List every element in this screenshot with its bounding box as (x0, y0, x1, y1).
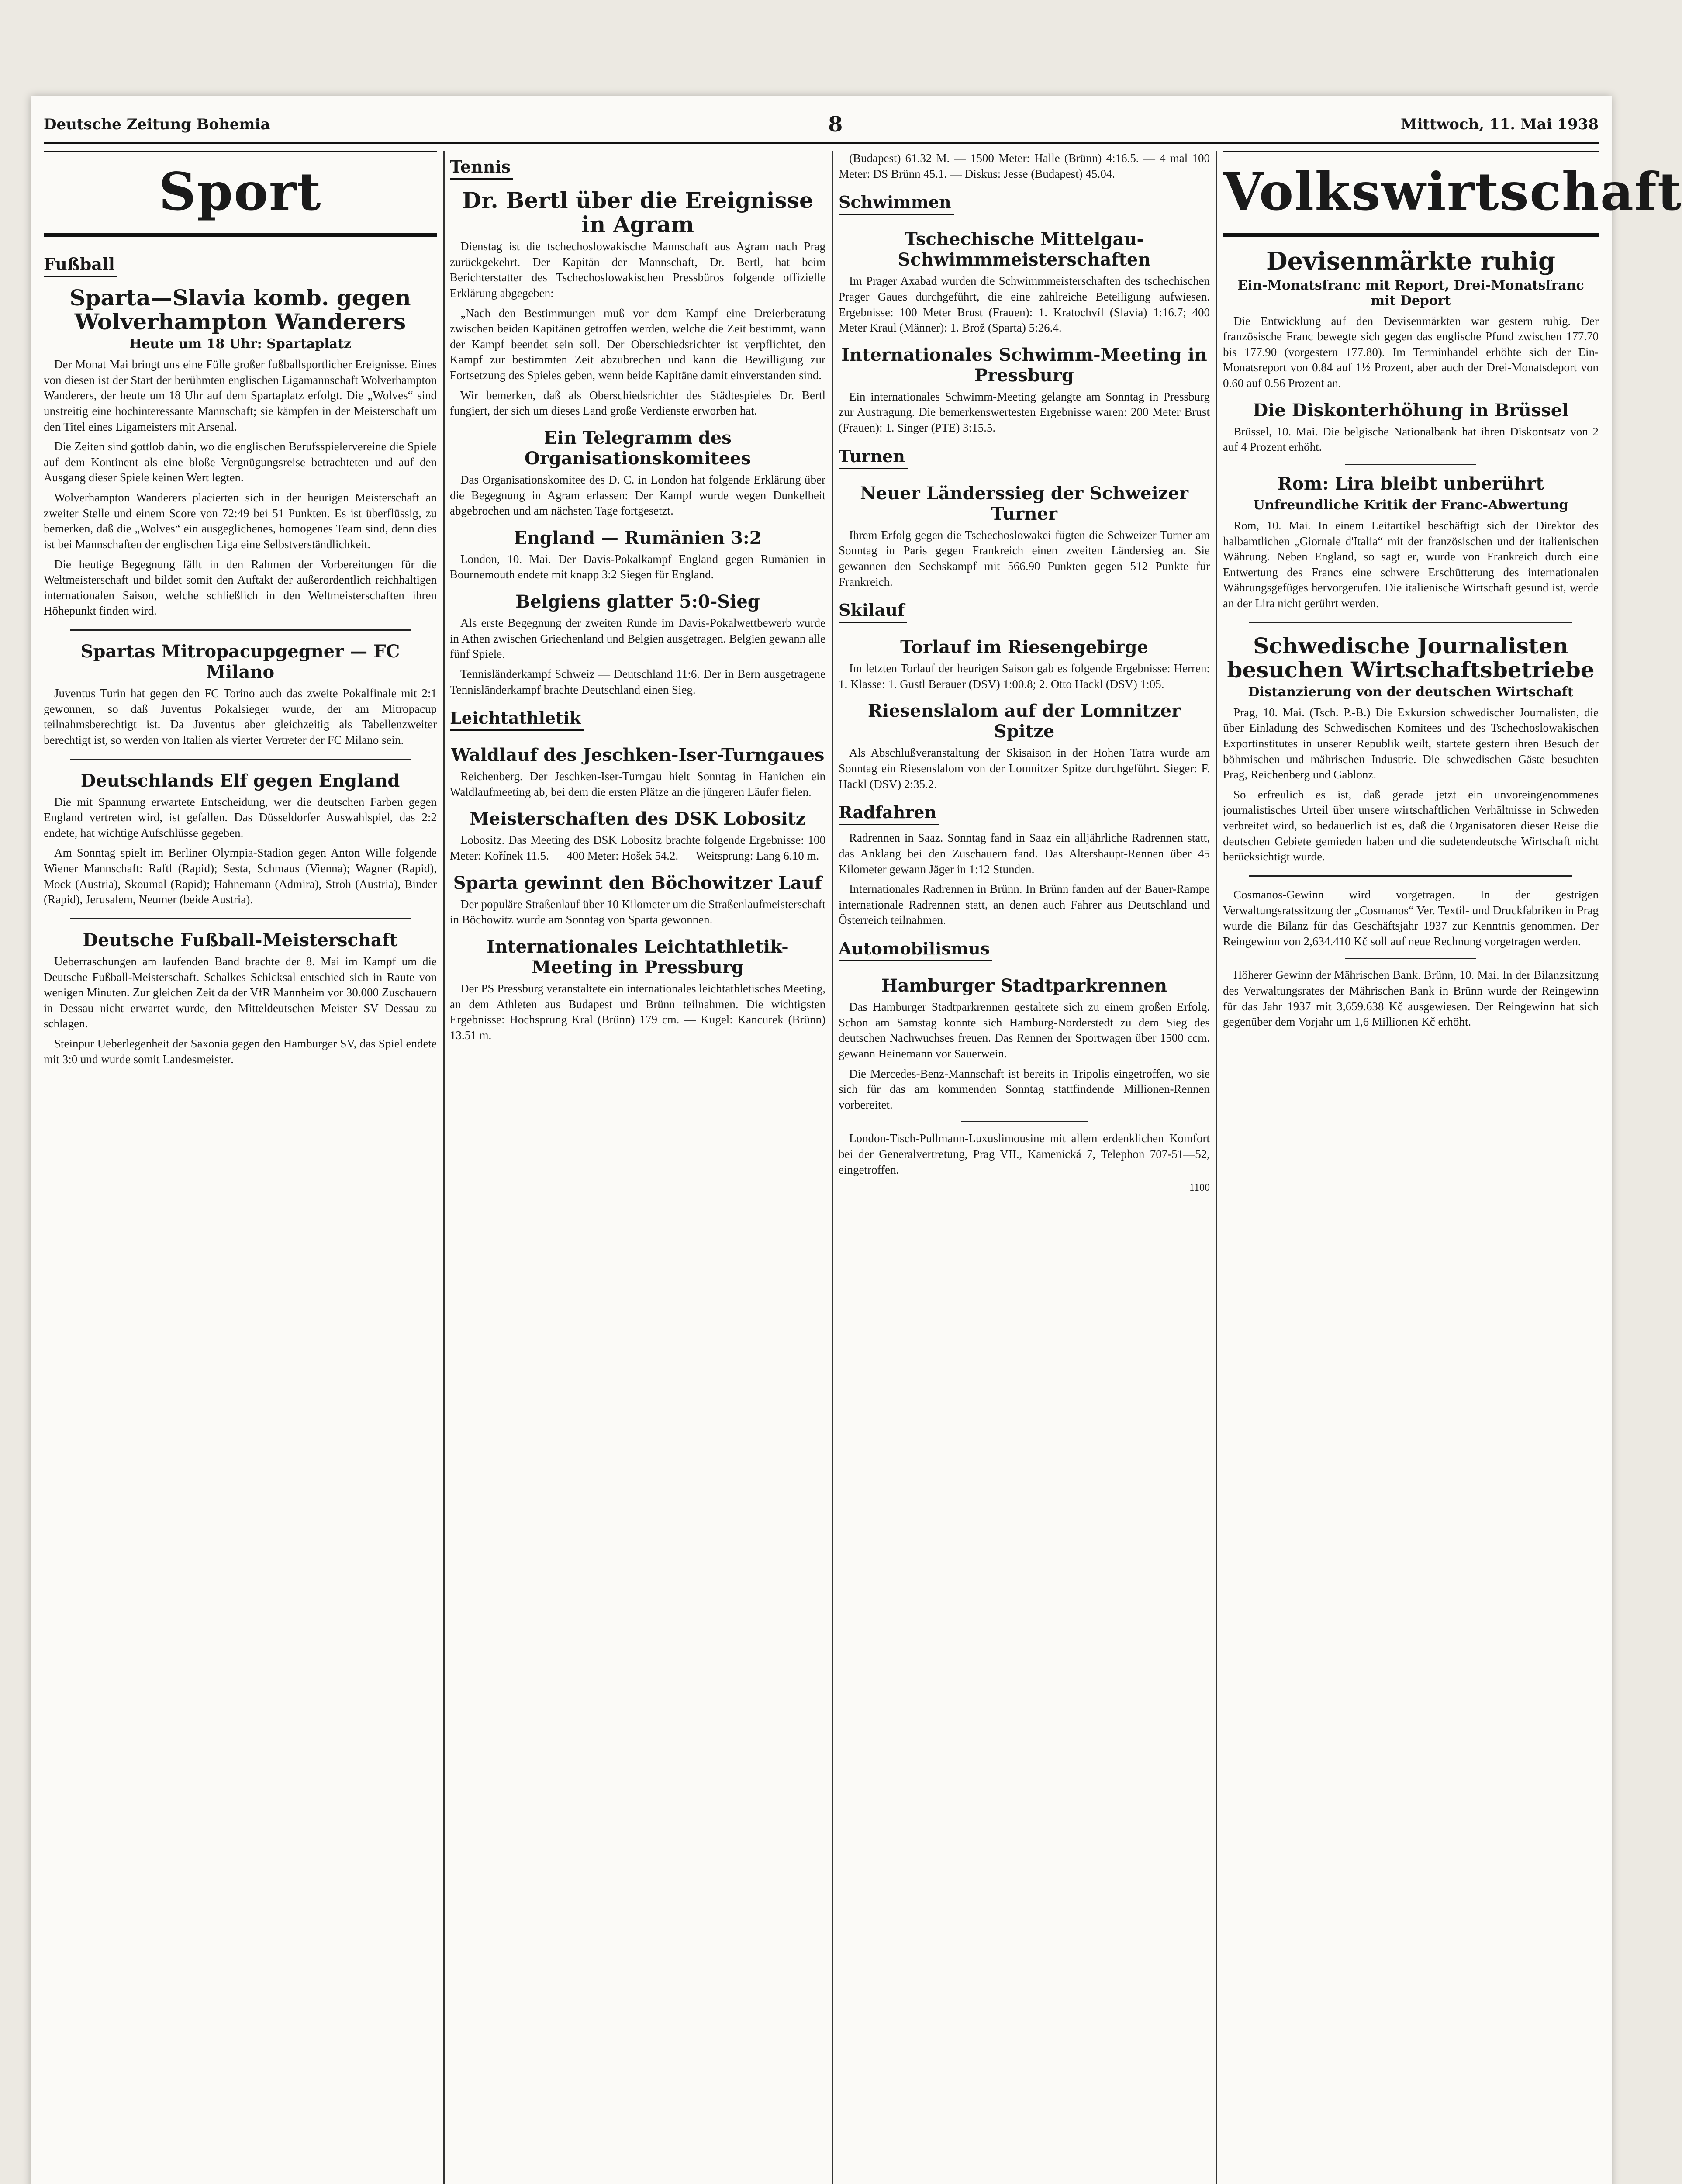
column-rule (443, 151, 445, 2184)
article-paragraph: Die heutige Begegnung fällt in den Rahmen der Vorbereitungen für die Weltmeisterschaft und bildet somit den Auftakt der außerordentlich reichhaltigen internationalen Saison, welche schließlich in den Weltmeisterschaften ihren Höhepunkt finden wird. (44, 557, 437, 618)
economy-column (1223, 151, 1682, 1034)
article-paragraph: Die mit Spannung erwartete Entscheidung, wer die deutschen Farben gegen England vertreten wird, ist gefallen. Das Düsseldorfer Auswahlspiel, das 2:2 endete, hat wichtige Aufschlüsse gegeben. (44, 795, 437, 840)
article-paragraph: Höherer Gewinn der Mährischen Bank. Brünn, 10. Mai. In der Bilanzsitzung des Verwaltungsrates der Mährischen Bank in Brünn wurde der Reingewinn für das Jahr 1937 mit 3,659.638 Kč ausgewiesen. Der Reingewinn hat sich gegenüber dem Vorjahr um 1,6 Millionen Kč erhöht. (1223, 968, 1599, 1029)
page-number: 8 (828, 112, 843, 137)
article-paragraph: Reichenberg. Der Jeschken-Iser-Turngau hielt Sonntag in Hanichen ein Waldlaufmeeting ab, bei dem die ersten Plätze an die jüngeren Läufer fielen. (450, 770, 825, 798)
article-headline: Sparta gewinnt den Böchowitzer Lauf (453, 872, 822, 893)
article-headline: Die Diskonterhöhung in Brüssel (1253, 400, 1569, 421)
article-paragraph: Im letzten Torlauf der heurigen Saison gab es folgende Ergebnisse: Herren: 1. Klasse: 1. Gustl Berauer (DSV) 1:00.8; 2. Otto Hackl (DSV) 1:05. (839, 662, 1210, 691)
advertisement-text: London-Tisch-Pullmann-Luxuslimousine mit allem erdenklichen Komfort bei der Generalvertretung, Prag VII., Kamenická 7, Telephon 707-51—52, eingetroffen. (839, 1132, 1210, 1176)
article-paragraph: Steinpur Ueberlegenheit der Saxonia gegen den Hamburger SV, das Spiel endete mit 3:0 und wurde somit Landesmeister. (44, 1037, 437, 1066)
article-headline: Dr. Bertl über die Ereignisse in Agram (462, 187, 813, 237)
article-separator (961, 1121, 1088, 1122)
article-subline: Heute um 18 Uhr: Spartaplatz (129, 336, 351, 352)
article-paragraph: Im Prager Axabad wurden die Schwimmmeisterschaften des tschechischen Prager Gaues durchgeführt, die eine zahlreiche Beteiligung aufwiesen. Ergebnisse: 100 Meter Brust (Frauen): 1. Kratochvíl (Slavia) 1:16.7; 400 Meter Kraul (Männer): 1. Brož (Sparta) 5:26.4. (839, 274, 1210, 335)
article-headline: Internationales Schwimm-Meeting in Pressburg (841, 344, 1207, 386)
article-separator (70, 629, 411, 631)
article-paragraph: Am Sonntag spielt im Berliner Olympia-Stadion gegen Anton Wille folgende Wiener Mannschaft: Raftl (Rapid); Sesta, Schmaus (Vienna); Wagner (Rapid), Mock (Austria), Skoumal (Rapid); Hahnemann (Admira), Stroh (Austria), Binder (Rapid), Jerusalem, Neumer (beide Austria). (44, 846, 437, 906)
article-headline: Internationales Leichtathletik-Meeting in Pressburg (487, 936, 789, 978)
article-separator (70, 759, 411, 760)
article-paragraph: London, 10. Mai. Der Davis-Pokalkampf England gegen Rumänien in Bournemouth endete mit knapp 3:2 Siegen für England. (450, 552, 825, 581)
article-paragraph: Der populäre Straßenlauf über 10 Kilometer um die Straßenlaufmeisterschaft in Böchowitz wurde am Sonntag von Sparta gewonnen. (450, 897, 825, 926)
section-kicker-leichtathletik: Leichtathletik (450, 708, 584, 731)
article-headline: Neuer Länderssieg der Schweizer Turner (860, 483, 1188, 524)
article-headline: Riesenslalom auf der Lomnitzer Spitze (867, 701, 1181, 742)
article-headline: Hamburger Stadtparkrennen (881, 975, 1167, 996)
article-paragraph: Ueberraschungen am laufenden Band brachte der 8. Mai im Kampf um die Deutsche Fußball-Meisterschaft. Schalkes Schicksal entschied sich in Raute von wenigen Minuten. Zur gleichen Zeit da der VfR Mannheim vor 30.000 Zuschauern in Dessau nicht erwartet wurde, den Mitteldeutschen Meister SV Dessau zu schlagen. (44, 954, 437, 1030)
article-separator (1249, 622, 1572, 623)
article-paragraph: Ein internationales Schwimm-Meeting gelangte am Sonntag in Pressburg zur Austragung. Die bemerkenswertesten Ergebnisse waren: 200 Meter Brust (Frauen): 1. Singer (PTE) 3:15.5. (839, 390, 1210, 434)
article-paragraph: Ihrem Erfolg gegen die Tschechoslowakei fügten die Schweizer Turner am Sonntag in Paris gegen Frankreich einen zweiten Ländersieg an. Sie gewannen den Sechskampf mit 566.90 Punkten gegen 512 Punkte für Frankreich. (839, 528, 1210, 588)
article-paragraph: Der Monat Mai bringt uns eine Fülle großer fußballsportlicher Ereignisse. Eines von diesen ist der Start der berühmten englischen Ligamannschaft Wolverhampton Wanderers, der heute um 18 Uhr auf dem Spartaplatz erfolgt. Die „Wolves“ sind unstreitig eine hochinteressante Mannschaft; sie kämpfen in der Meisterschaft um den Titel eines Ligameisters mit Arsenal. (44, 358, 437, 433)
section-kicker-automobilismus: Automobilismus (839, 939, 992, 961)
article-separator (70, 918, 411, 919)
sport-column-1 (44, 151, 437, 1071)
header-date: Mittwoch, 11. Mai 1938 (1400, 116, 1599, 133)
section-kicker-turnen: Turnen (839, 446, 908, 469)
article-headline: England — Rumänien 3:2 (514, 527, 762, 548)
article-paragraph: Die Entwicklung auf den Devisenmärkten war gestern ruhig. Der französische Franc bewegte sich gegen das englische Pfund zwischen 177.70 bis 177.90 (vorgestern 177.80). Im Terminhandel erhöhte sich der Ein-Monatsreport von 0.84 auf 1½ Prozent, aber auch der Drei-Monatsdeport von 0.60 auf 0.56 Prozent an. (1223, 314, 1599, 390)
article-headline: Spartas Mitropacupgegner — FC Milano (80, 641, 400, 682)
article-paragraph: Radrennen in Saaz. Sonntag fand in Saaz ein alljährliche Radrennen statt, das Anklang bei den Zuschauern fand. Das Altershaupt-Rennen über 45 Kilometer gewann Jäger in 1:12 Stunden. (839, 831, 1210, 876)
article-paragraph: (Budapest) 61.32 M. — 1500 Meter: Halle (Brünn) 4:16.5. — 4 mal 100 Meter: DS Brünn 45.1. — Diskus: Jesse (Budapest) 45.04. (839, 152, 1210, 180)
article-paragraph: Tennisländerkampf Schweiz — Deutschland 11:6. Der in Bern ausgetragene Tennisländerkampf brachte Deutschland einen Sieg. (450, 667, 825, 696)
running-header (44, 109, 1599, 140)
article-headline: Deutschlands Elf gegen England (80, 770, 400, 791)
article-paragraph: Rom, 10. Mai. In einem Leitartikel beschäftigt sich der Direktor des halbamtlichen „Giornale d'Italia“ mit der französischen und der italienischen Währung. Neben England, so sagt er, wurde von Frankreich durch eine Entwertung des Francs eine schwere Erschütterung des internationalen Währungsgefüges hervorgerufen. Die italienische Wirtschaft gesund ist, werde an der Lira nicht gerührt werden. (1223, 518, 1599, 610)
article-subline: Unfreundliche Kritik der Franc-Abwertung (1253, 497, 1568, 513)
article-paragraph: Prag, 10. Mai. (Tsch. P.-B.) Die Exkursion schwedischer Journalisten, die über Einladung des Schwedischen Komitees und des Tschechoslowakischen Exportinstitutes in unserer Republik weilt, startete gestern ihren Besuch der böhmischen und mährischen Industrie. Die schwedischen Gäste besuchten Prag, Reichenberg und Gablonz. (1223, 705, 1599, 781)
column-rule (1216, 151, 1217, 2184)
newspaper-page (31, 96, 1682, 2184)
section-kicker-skilauf: Skilauf (839, 600, 907, 623)
economy-banner: Volkswirtschaft (1223, 151, 1599, 237)
article-headline: Belgiens glatter 5:0-Sieg (515, 591, 760, 612)
article-paragraph: Internationales Radrennen in Brünn. In Brünn fanden auf der Bauer-Rampe internationale Radrennen statt, an denen auch Fahrer aus Deutschland und Österreich teilnahmen. (839, 882, 1210, 927)
article-headline: Meisterschaften des DSK Lobositz (470, 809, 806, 829)
article-headline: Sparta—Slavia komb. gegen Wolverhampton Wanderers (69, 285, 411, 335)
article-paragraph: Wir bemerken, daß als Oberschiedsrichter des Städtespieles Dr. Bertl fungiert, der sich um dieses Land große Verdienste erworben hat. (450, 388, 825, 418)
article-separator (1249, 875, 1572, 877)
section-kicker-tennis: Tennis (450, 157, 513, 180)
article-subline: Ein-Monatsfranc mit Report, Drei-Monatsfranc mit Deport (1237, 277, 1584, 308)
article-paragraph: Als Abschlußveranstaltung der Skisaison in der Hohen Tatra wurde am Sonntag ein Riesenslalom von der Lomnitzer Spitze durchgeführt. Sieger: F. Hackl (DSV) 2:35.2. (839, 746, 1210, 791)
article-headline: Schwedische Journalisten besuchen Wirtschaftsbetriebe (1227, 632, 1595, 683)
article-headline: Devisenmärkte ruhig (1266, 247, 1556, 276)
article-paragraph: Das Hamburger Stadtparkrennen gestaltete sich zu einem großen Erfolg. Schon am Samstag konnte sich Hamburg-Norderstedt zu dem Sieg des deutschen Nachwuchses freuen. Das Rennen der Sportwagen über 1500 ccm. gewann Heinemann vor Sauerwein. (839, 1000, 1210, 1060)
header-rule (44, 142, 1599, 144)
section-kicker-radfahren: Radfahren (839, 802, 939, 825)
advertisement-number: 1100 (1189, 1182, 1210, 1194)
article-headline: Deutsche Fußball-Meisterschaft (83, 930, 398, 950)
section-kicker-schwimmen: Schwimmen (839, 192, 954, 215)
article-paragraph: Dienstag ist die tschechoslowakische Mannschaft aus Agram nach Prag zurückgekehrt. Der Kapitän der Mannschaft, Dr. Bertl, hat beim Berichterstatter des Tschechoslowakischen Pressbüros folgende offizielle Erklärung abgegeben: (450, 240, 825, 300)
article-paragraph: Wolverhampton Wanderers placierten sich in der heurigen Meisterschaft an zweiter Stelle und einem Score von 72:49 bei 51 Punkten. Es ist überflüssig, zu bemerken, daß die „Wolves“ ein ausgeglichenes, homogenes Team sind, denn dies ist bei Mannschaften der englischen Liga eine Selbstverständlichkeit. (44, 491, 437, 551)
article-separator (1345, 958, 1476, 959)
article-headline: Waldlauf des Jeschken-Iser-Turngaues (451, 745, 825, 766)
article-subline: Distanzierung von der deutschen Wirtschaft (1248, 684, 1574, 700)
header-title: Deutsche Zeitung Bohemia (44, 116, 270, 133)
article-paragraph: Cosmanos-Gewinn wird vorgetragen. In der gestrigen Verwaltungsratssitzung der „Cosmanos“ Ver. Textil- und Druckfabriken in Prag wurde die Bilanz für das Geschäftsjahr 1937 zur Kenntnis genommen. Der Reingewinn von 2,634.410 Kč soll auf neue Rechnung vorgetragen werden. (1223, 888, 1599, 948)
article-paragraph: Die Zeiten sind gottlob dahin, wo die englischen Berufsspielervereine die Spiele auf dem Kontinent als eine bloße Vergnügungsreise betrachteten und auf den Ausgang dieser Spiele keinen Wert legten. (44, 440, 437, 484)
sport-column-2 (450, 151, 825, 1047)
article-separator (1345, 464, 1476, 465)
article-headline: Torlauf im Riesengebirge (900, 637, 1148, 658)
article-paragraph: Juventus Turin hat gegen den FC Torino auch das zweite Pokalfinale mit 2:1 gewonnen, so daß Juventus Pokalsieger wurde, der am Mitropacup teilnahmsberechtigt ist. Da Juventus aber gleichzeitig als Tabellenzweiter berechtigt ist, so werden von Italien als vierter Vertreter der FC Milano sein. (44, 687, 437, 746)
sport-banner: Sport (44, 151, 437, 237)
article-paragraph: Als erste Begegnung der zweiten Runde im Davis-Pokalwettbewerb wurde in Athen zwischen Griechenland und Belgien ausgetragen. Belgien gewann alle fünf Spiele. (450, 616, 825, 661)
article-paragraph: So erfreulich es ist, daß gerade jetzt ein unvoreingenommenes journalistisches Urteil über unsere wirtschaftlichen Verhältnisse in Schweden verbreitet wird, so bedauerlich ist es, daß die Organisatoren dieser Reise die deutschen Gebiete gemieden haben und die sudetendeutsche Wirtschaft nicht berücksichtigt wurde. (1223, 788, 1599, 864)
article-headline: Rom: Lira bleibt unberührt (1278, 473, 1544, 494)
article-headline: Tschechische Mittelgau-Schwimmmeisterschaften (898, 229, 1151, 270)
article-paragraph: Brüssel, 10. Mai. Die belgische Nationalbank hat ihren Diskontsatz von 2 auf 4 Prozent erhöht. (1223, 425, 1599, 454)
article-paragraph: Das Organisationskomitee des D. C. in London hat folgende Erklärung über die Begegnung in Agram erlassen: Der Kampf wurde wegen Dunkelheit abgebrochen und am nächsten Tage fortgesetzt. (450, 473, 825, 518)
article-paragraph: Der PS Pressburg veranstaltete ein internationales leichtathletisches Meeting, an dem Athleten aus Budapest und Brünn teilnahmen. Die wichtigsten Ergebnisse: Hochsprung Kral (Brünn) 179 cm. — Kugel: Kancurek (Brünn) 13.51 m. (450, 981, 825, 1042)
article-headline: Ein Telegramm des Organisationskomitees (524, 427, 751, 469)
article-paragraph: „Nach den Bestimmungen muß vor dem Kampf eine Dreierberatung zwischen beiden Kapitänen getroffen werden, welche die Zeit bestimmt, wann der Kampf beendet sein soll. Der Oberschiedsrichter ist verpflichtet, den Kampf zur bestimmten Zeit abzubrechen und kann die Bewilligung zur Fortsetzung des Spieles geben, wenn beide Kapitäne damit einverstanden sind. (450, 306, 825, 382)
section-kicker-fussball: Fußball (44, 254, 117, 277)
article-paragraph: Die Mercedes-Benz-Mannschaft ist bereits in Tripolis eingetroffen, wo sie sich für das am kommenden Sonntag stattfindende Millionen-Rennen vorbereitet. (839, 1067, 1210, 1111)
column-rule (832, 151, 833, 2184)
article-paragraph: Lobositz. Das Meeting des DSK Lobositz brachte folgende Ergebnisse: 100 Meter: Kořínek 11.5. — 400 Meter: Hošek 54.2. — Weitsprung: Lang 6.10 m. (450, 833, 825, 862)
sport-column-3 (839, 151, 1210, 1194)
